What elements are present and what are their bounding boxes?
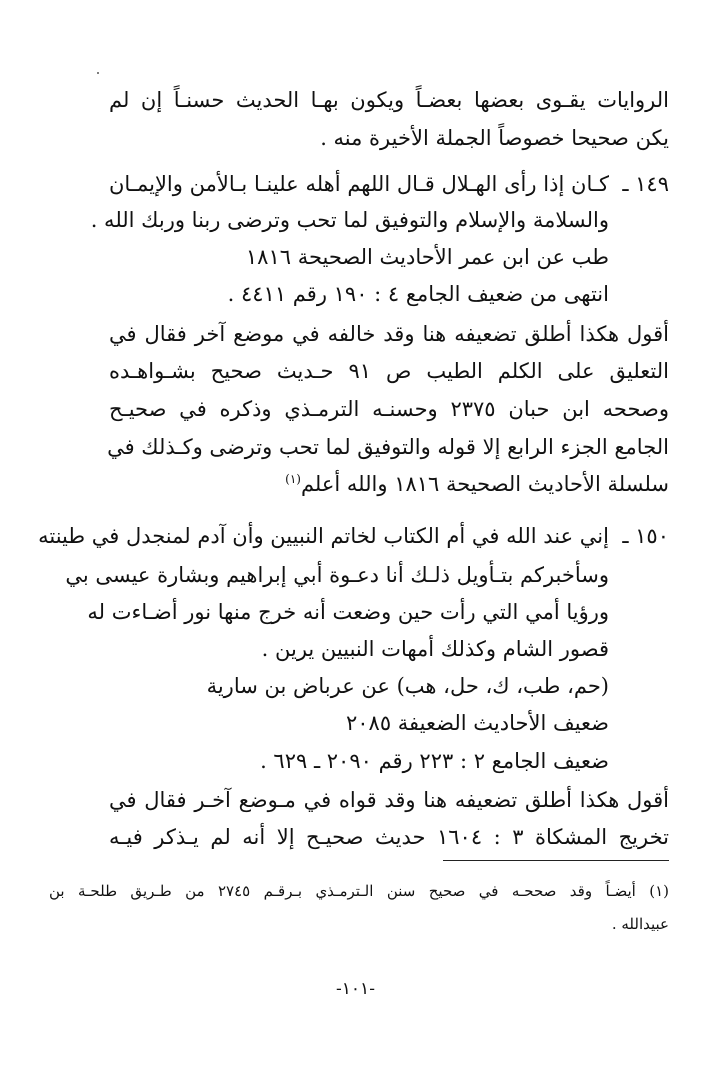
hadith-149-comment-line-4: الجامع الجزء الرابع إلا قوله والتوفيق لما تحب وترضى وكـذلك في — [107, 435, 669, 459]
scan-speck — [97, 72, 99, 74]
hadith-149-comment-line-1: أقول هكذا أطلق تضعيفه هنا وقد خالفه في موضع آخر فقال في — [109, 322, 669, 346]
hadith-150-text-line-3: ورؤيا أمي التي رأت حين وضعت أنه خرج منها نور أضـاءت له — [87, 600, 609, 624]
hadith-150-text-line-4: قصور الشام وكذلك أمهات النبيين يرين . — [261, 637, 609, 661]
hadith-149-comment-text: سلسلة الأحاديث الصحيحة ١٨١٦ والله أعلم — [300, 472, 669, 496]
hadith-150-source-1: (حم، طب، ك، حل، هب) عن عرباض بن سارية — [206, 674, 609, 698]
hadith-149-text-line-2: والسلامة والإسلام والتوفيق لما تحب وترضى ربنا وربك الله . — [90, 208, 609, 232]
footnote-line-1: (١) أيضـاً وقد صححـه في صحيح سنن الـترمـذي بـرقـم ٢٧٤٥ من طـريق طلحـة بن — [49, 882, 670, 900]
hadith-150-source-2: ضعيف الأحاديث الضعيفة ٢٠٨٥ — [346, 711, 609, 735]
footnote-reference-marker: (١) — [285, 472, 301, 486]
hadith-149-comment-line-5 — [109, 470, 669, 498]
hadith-150-number: ١٥٠ ـ — [622, 524, 669, 548]
hadith-149-end-note: انتهى من ضعيف الجامع ٤ : ١٩٠ رقم ٤٤١١ . — [227, 282, 609, 306]
hadith-149-comment-line-2: التعليق على الكلم الطيب ص ٩١ حـديث صحيح بشـواهـده — [109, 359, 669, 383]
footnote-line-2: عبيدالله . — [611, 915, 669, 933]
hadith-149-comment-line-3: وصححه ابن حبان ٢٣٧٥ وحسنـه الترمـذي وذكره في صحيـح — [109, 397, 669, 421]
hadith-150-text-line-1: إني عند الله في أم الكتاب لخاتم النبيين وأن آدم لمنجدل في طينته — [38, 524, 609, 548]
hadith-150-text-line-2: وسأخبركم بتـأويل ذلـك أنا دعـوة أبي إبراهيم وبشارة عيسى بي — [65, 563, 609, 587]
continuation-line-1: الروايات يقـوى بعضها بعضـاً ويكون بهـا الحديث حسنـاً إن لم — [109, 88, 669, 112]
hadith-150-comment-line-1: أقول هكذا أطلق تضعيفه هنا وقد قواه في مـوضع آخـر فقال في — [109, 788, 669, 812]
page-number: -١٠١- — [336, 979, 375, 999]
hadith-150-end-note: ضعيف الجامع ٢ : ٢٢٣ رقم ٢٠٩٠ ـ ٦٢٩ . — [260, 749, 609, 773]
continuation-line-2: يكن صحيحا خصوصاً الجملة الأخيرة منه . — [320, 126, 669, 150]
hadith-149-number: ١٤٩ ـ — [622, 172, 669, 196]
footnote-separator — [443, 860, 669, 861]
hadith-150-comment-line-2: تخريج المشكاة ٣ : ١٦٠٤ حديث صحيـح إلا أنه لم يـذكر فيـه — [109, 825, 669, 849]
hadith-149-source: طب عن ابن عمر الأحاديث الصحيحة ١٨١٦ — [245, 245, 609, 269]
hadith-149-text-line-1: كـان إذا رأى الهـلال قـال اللهم أهله علينـا بـالأمن والإيمـان — [109, 172, 609, 196]
